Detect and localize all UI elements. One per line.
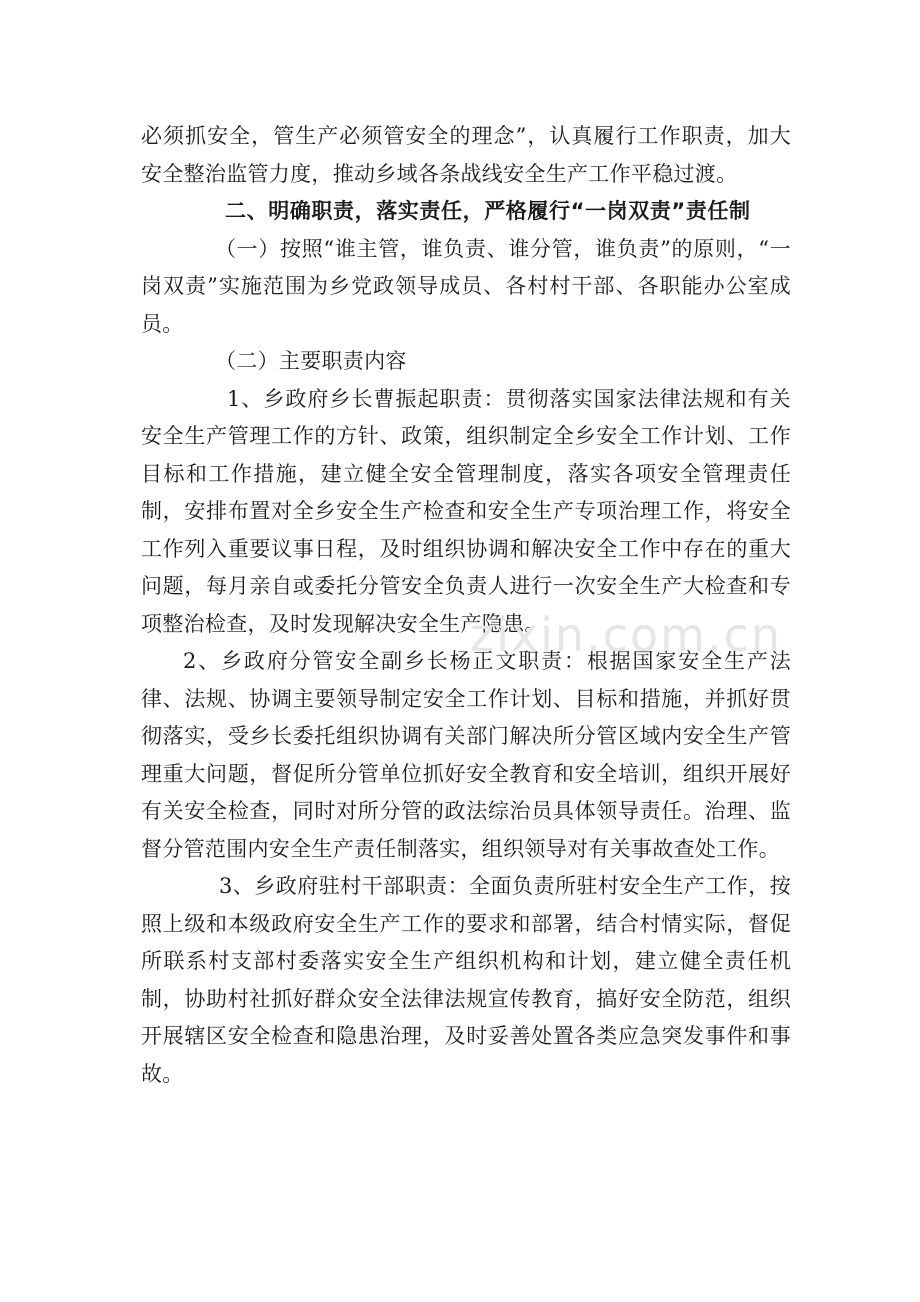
section-heading: 二、明确职责，落实责任，严格履行“一岗双责”责任制 bbox=[225, 199, 751, 223]
paragraph-subheading: （二）主要职责内容 bbox=[215, 349, 407, 373]
paragraph-duty-2: 2、乡政府分管安全副乡长杨正文职责：根据国家安全生产法律、法规、协调主要领导制定安全工作计划、目标和措施，并抓好贯彻落实，受乡长委托组织协调有关部门解决所分管区域内安全生产管理重大问题，督促所分管单位抓好安全教育和安全培训，组织开展好有关安全检查，同时对所分管的政法综治员具体领导责任。治理、监督分管范围内安全生产责任制落实，组织领导对有关事故查处工作。 bbox=[141, 649, 791, 861]
paragraph-scope: （一）按照“谁主管，谁负责、谁分管，谁负责”的原则，“一岗双责”实施范围为乡党政领导成员、各村村干部、各职能办公室成员。 bbox=[141, 236, 791, 336]
paragraph-intro-continued: 必须抓安全，管生产必须管安全的理念”，认真履行工作职责，加大安全整治监管力度，推动乡域各条战线安全生产工作平稳过渡。 bbox=[141, 124, 791, 186]
paragraph-duty-1: 1、乡政府乡长曹振起职责：贯彻落实国家法律法规和有关安全生产管理工作的方针、政策，组织制定全乡安全工作计划、工作目标和工作措施，建立健全安全管理制度，落实各项安全管理责任制，安排布置对全乡安全生产检查和安全生产专项治理工作，将安全工作列入重要议事日程，及时组织协调和解决安全工作中存在的重大问题，每月亲自或委托分管安全负责人进行一次安全生产大检查和专项整治检查，及时发现解决安全生产隐患。 bbox=[141, 386, 791, 636]
site-watermark: zixin.com.cn bbox=[470, 608, 783, 662]
paragraph-duty-3: 3、乡政府驻村干部职责：全面负责所驻村安全生产工作，按照上级和本级政府安全生产工作的要求和部署，结合村情实际，督促所联系村支部村委落实安全生产组织机构和计划，建立健全责任机制，协助村社抓好群众安全法律法规宣传教育，搞好安全防范，组织开展辖区安全检查和隐患治理，及时妥善处置各类应急突发事件和事故。 bbox=[141, 874, 791, 1086]
document-body bbox=[141, 118, 791, 1093]
